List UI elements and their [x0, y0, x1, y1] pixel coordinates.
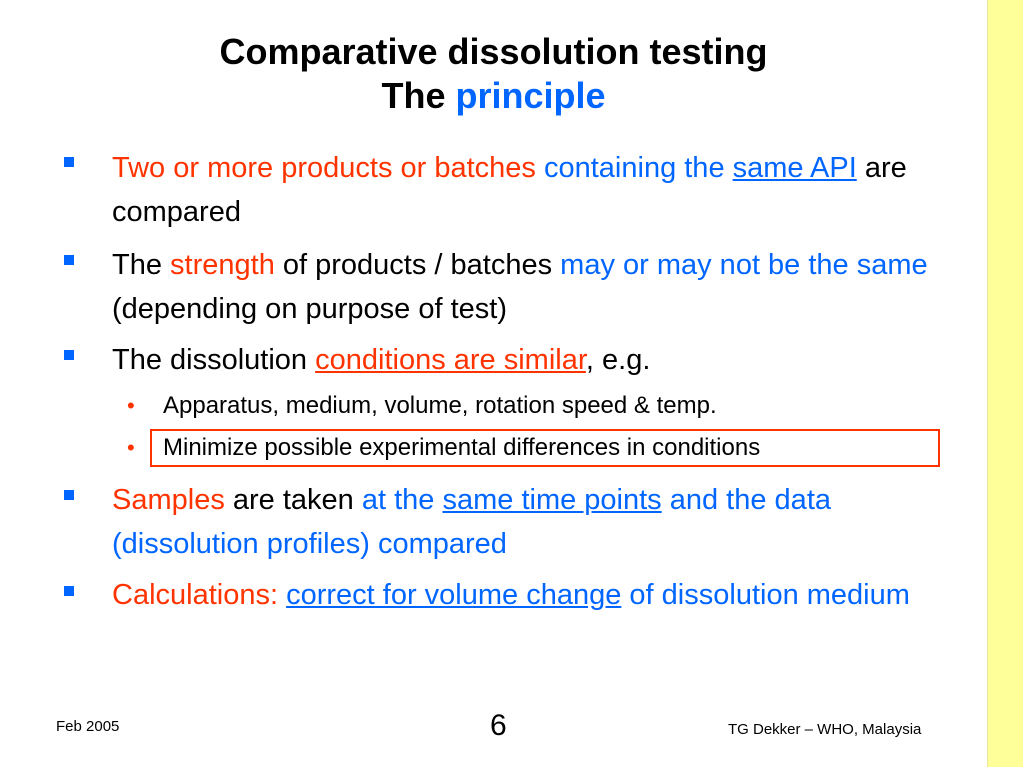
bullet-4-part-4: same time points	[442, 484, 662, 516]
title-line-2-prefix: The	[381, 75, 456, 116]
side-accent-bar	[987, 0, 1023, 767]
title-line-1: Comparative dissolution testing	[219, 31, 768, 72]
bullet-3-part-3: , e.g.	[585, 344, 651, 376]
bullet-5-part-2: correct for volume change	[286, 579, 622, 611]
bullet-2-part-2: strength	[170, 249, 275, 281]
sub-bullet-1-text: Apparatus, medium, volume, rotation speed & temp.	[163, 392, 717, 419]
page-number: 6	[490, 709, 507, 742]
title-line-2	[0, 74, 987, 118]
slide-title	[0, 30, 987, 118]
footer-author: TG Dekker – WHO, Malaysia	[728, 721, 922, 738]
bullet-4-part-2: are taken	[224, 484, 362, 516]
bullet-marker	[64, 586, 74, 596]
bullet-5-part-1: Calculations:	[112, 579, 287, 611]
bullet-3-part-1: The dissolution	[112, 344, 316, 376]
bullet-marker	[64, 255, 74, 265]
bullet-1-part-1: Two or more products or batches	[112, 152, 544, 184]
bullet-1-text	[112, 146, 982, 234]
bullet-4-part-3: at the	[361, 484, 443, 516]
bullet-marker	[64, 157, 74, 167]
bullet-5-part-3: of dissolution medium	[621, 579, 910, 611]
bullet-1-part-3: same API	[732, 152, 857, 184]
bullet-1-part-4: are compared	[112, 152, 907, 228]
bullet-3-part-2: conditions are similar	[315, 344, 586, 376]
bullet-4-text	[112, 478, 982, 566]
bullet-2-part-5: (depending on purpose of test)	[112, 293, 507, 325]
bullet-marker	[64, 490, 74, 500]
bullet-2-text	[112, 243, 982, 331]
bullet-4-part-1: Samples	[112, 484, 225, 516]
title-highlight: principle	[455, 75, 606, 116]
bullet-5-text	[112, 573, 982, 617]
bullet-4-part-5: and the data (dissolution profiles) compared	[112, 484, 832, 560]
sub-bullet-2-text: Minimize possible experimental differences in conditions	[163, 434, 761, 461]
bullet-3-text	[112, 338, 982, 382]
sub-bullet-marker: •	[127, 435, 135, 460]
sub-bullet-marker: •	[127, 393, 135, 418]
bullet-2-part-3: of products / batches	[274, 249, 561, 281]
bullet-marker	[64, 350, 74, 360]
bullet-2-part-4: may or may not be the same	[560, 249, 928, 281]
footer-date: Feb 2005	[56, 718, 120, 735]
bullet-1-part-2: containing the	[543, 152, 733, 184]
bullet-2-part-1: The	[112, 249, 171, 281]
